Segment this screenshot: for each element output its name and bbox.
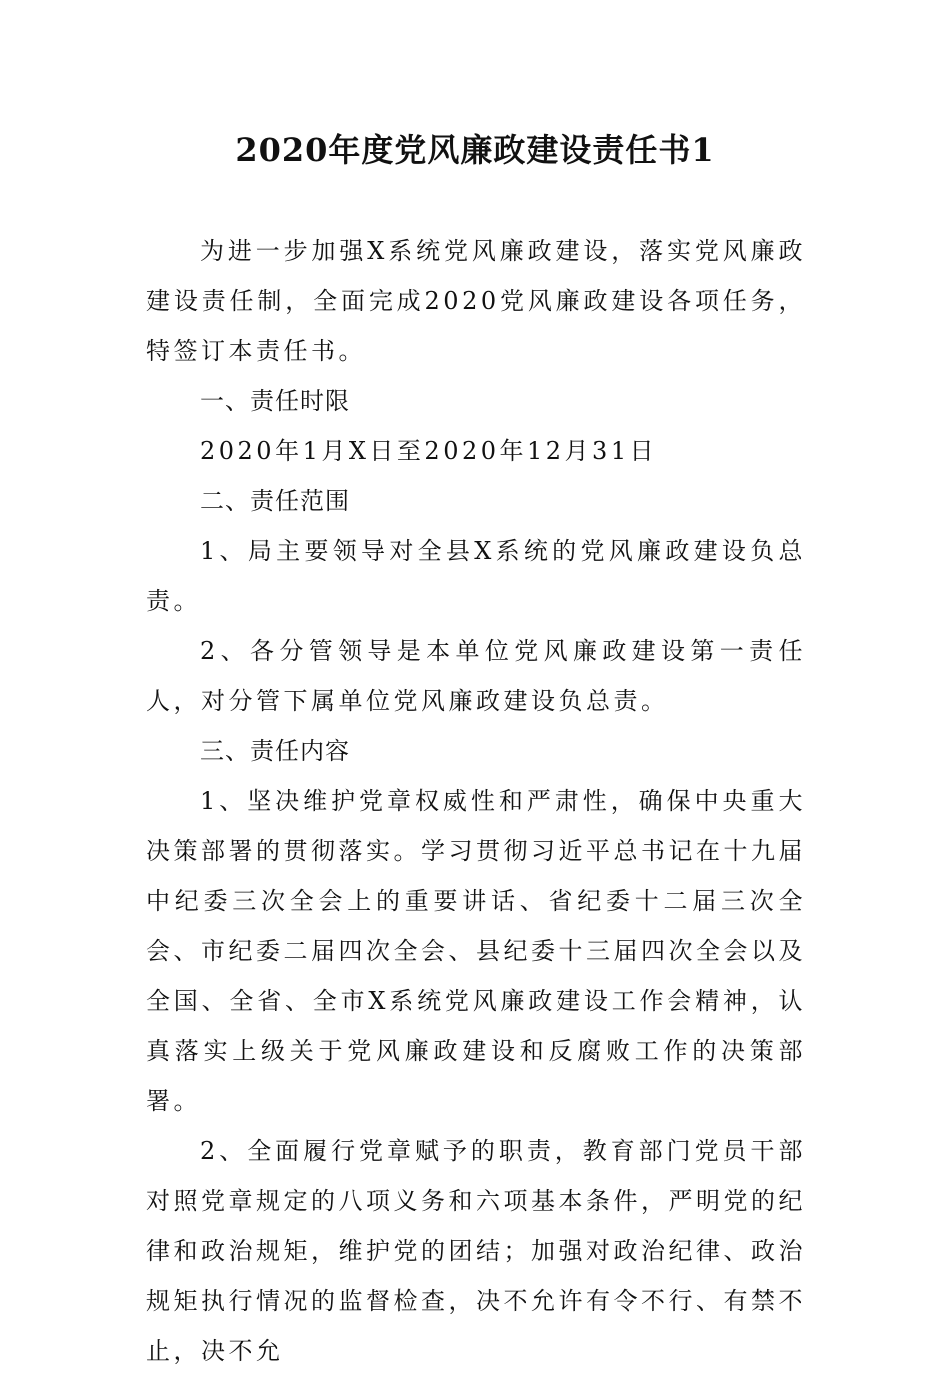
section-heading-scope: 二、责任范围 [200, 487, 350, 515]
content-item-1: 1、坚决维护党章权威性和严肃性，确保中央重大决策部署的贯彻落实。学习贯彻习近平总书记在十九届中纪委三次全会上的重要讲话、省纪委十二届三次全会、市纪委二届四次全会、县纪委十三届四次全会以及全国、全省、全市X系统党风廉政建设工作会精神，认真落实上级关于党风廉政建设和反腐败工作的决策部署。 [146, 787, 806, 1115]
content-item-2: 2、全面履行党章赋予的职责，教育部门党员干部对照党章规定的八项义务和六项基本条件，严明党的纪律和政治规矩，维护党的团结；加强对政治纪律、政治规矩执行情况的监督检查，决不允许有令不行、有禁不止，决不允 [146, 1137, 806, 1365]
section-heading-term: 一、责任时限 [200, 387, 350, 415]
section-heading-content: 三、责任内容 [200, 737, 350, 765]
term-period-paragraph: 2020年1月X日至2020年12月31日 [200, 437, 658, 465]
document-title: 2020年度党风廉政建设责任书1 [235, 131, 715, 169]
document-body [146, 226, 806, 1376]
scope-item-1: 1、局主要领导对全县X系统的党风廉政建设负总责。 [146, 537, 806, 615]
intro-paragraph: 为进一步加强X系统党风廉政建设，落实党风廉政建设责任制，全面完成2020党风廉政建设各项任务，特签订本责任书。 [146, 237, 806, 365]
scope-item-2: 2、各分管领导是本单位党风廉政建设第一责任人，对分管下属单位党风廉政建设负总责。 [146, 637, 806, 715]
